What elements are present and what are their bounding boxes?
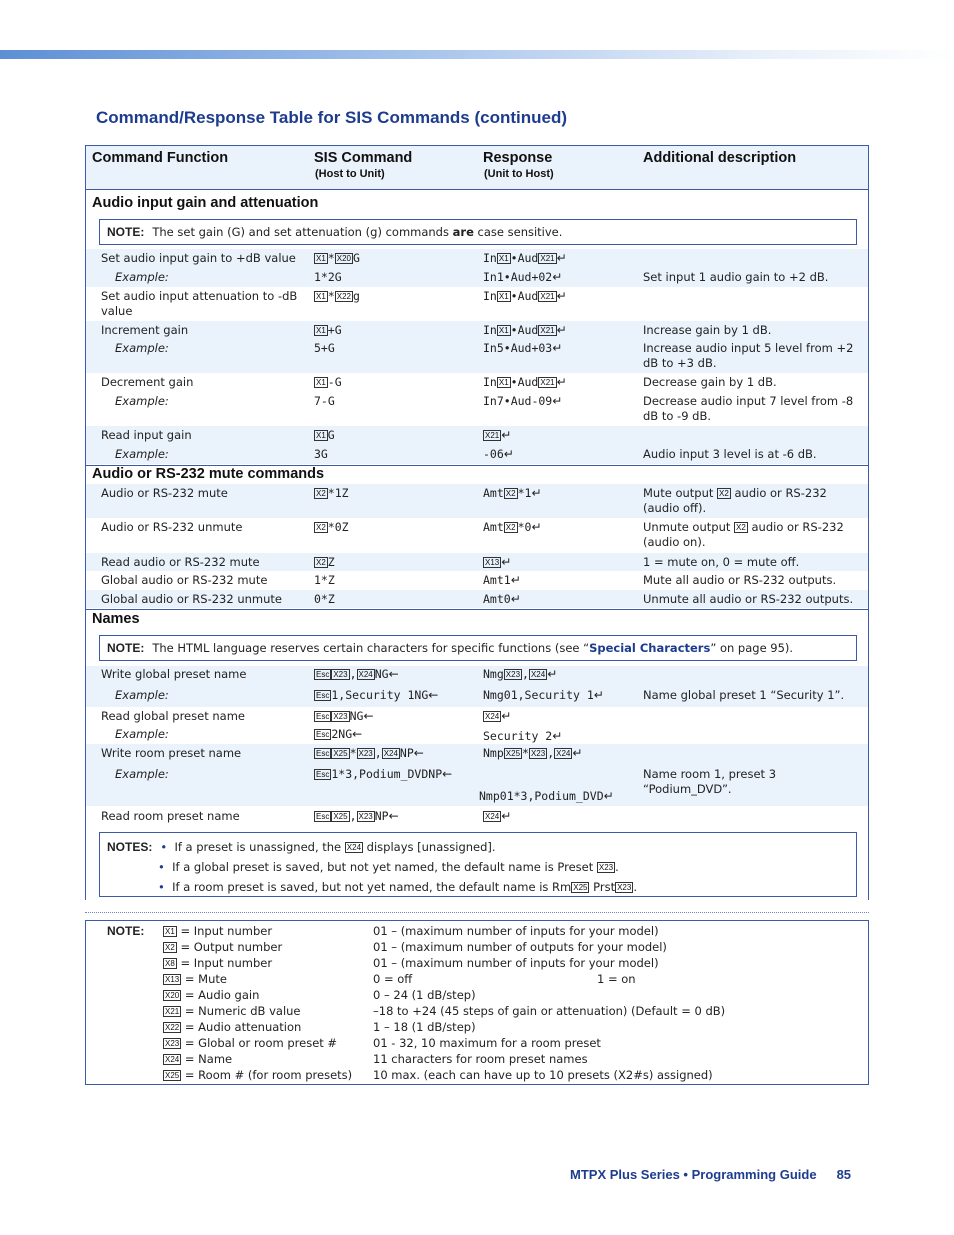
special-characters-link[interactable]: Special Characters <box>589 641 711 655</box>
header-sis-command: SIS Command <box>314 150 413 166</box>
header-command-function: Command Function <box>92 150 229 166</box>
variable-key-table <box>85 920 869 1085</box>
page-number: 85 <box>836 1167 852 1182</box>
key-row: X2 = Output number 01 – (maximum number of outputs for your model) <box>165 940 667 954</box>
footer-title: MTPX Plus Series • Programming Guide <box>570 1167 817 1182</box>
section-title-gain: Audio input gain and attenuation <box>92 195 319 211</box>
key-row: X20 = Audio gain 0 – 24 (1 dB/step) <box>165 988 476 1002</box>
key-note-label: NOTE: <box>107 924 145 938</box>
key-row: X1 = Input number 01 – (maximum number of inputs for your model) <box>165 924 659 938</box>
key-row: X25 = Room # (for room presets) 10 max. (each can have up to 10 presets (X2#s) assigned) <box>165 1068 713 1082</box>
top-gradient-bar <box>0 50 954 59</box>
section-title-mute: Audio or RS-232 mute commands <box>92 466 325 482</box>
key-row: X13 = Mute 0 = off 1 = on <box>165 972 636 986</box>
key-row: X22 = Audio attenuation 1 – 18 (1 dB/step) <box>165 1020 476 1034</box>
header-additional-description: Additional description <box>643 150 797 166</box>
note-names-bottom: NOTES: • If a preset is unassigned, the X24 displays [unassigned]. • If a global preset is saved, but not yet named, the default name is Preset X23 . • If a room preset is saved, but not yet named, the default name is Rm X25 Prst X23 . <box>99 832 857 897</box>
header-sis-command-sub: (Host to Unit) <box>315 168 385 180</box>
note-gain: NOTE: The set gain (G) and set attenuation (g) commands are case sensitive. <box>99 219 857 245</box>
header-response: Response <box>483 150 553 166</box>
table-header <box>86 146 868 190</box>
sis-command-table: Command Function SIS Command (Host to Unit) Response (Unit to Host) Additional description Audio input gain and attenuation NOTE: The set gain (G) and set attenuation (g) commands are case sensitive. Set audio input gain to +dB value X1 * X20 G In X1 •Aud X21 ↵ Example: 1*2G In1•Aud+02↵ Set input 1 audio gain to +2 dB. Set audio input attenuation to -dB value X1 * X22 g In X1 •Aud X21 ↵ Increment gain X1 +G In X1 •Aud X21 ↵ Increase gain by 1 dB. Example: 5+G In5•Aud+03↵ Increase audio input 5 level from +2 dB to +3 dB. Decrement gain X1 -G In X1 •Aud X21 ↵ Decrease gain by 1 dB. Example: 7-G In7•Aud-09↵ Decrease audio input 7 level from -8 dB to -9 dB. Read input gain X1 G X21 ↵ Example: 3G -06↵ Audio input 3 level is at -6 dB. Audio or RS-232 mute commands Audio or RS-232 mute X2 *1Z Amt X2 *1↵ Mute output X2 audio or RS-232 (audio off). Audio or RS-232 unmute X2 *0Z Amt X2 *0↵ Unmute output X2 audio or RS-232 (audio on). Read audio or RS-232 mute X2 Z X13 ↵ 1 = mute on, 0 = mute off. Global audio or RS-232 mute 1*Z Amt1↵ Mute all audio or RS-232 outputs. Global audio or RS-232 unmute 0*Z Amt0↵ Unmute all audio or RS-232 outputs. Names NOTE: The HTML language reserves certain characters for specific functions (see “Special Characters” on page 95). Write global preset name Esc X23 , X24 NG← Nmg X23 , X24 ↵ Example: Esc 1,Security 1NG← Nmg01,Security 1↵ Name global preset 1 “Security 1”. Read global preset name Esc X23 NG← X24 ↵ Example: Esc 2NG← Security 2↵ Write room preset name Esc X25 * X23 , X24 NP← Nmp X25 * X23 , X24 ↵ Example: Esc 1*3,Podium_DVDNP← Name room 1, preset 3 “Podium_DVD”. Nmp01*3,Podium_DVD↵ Read room preset name Esc X25 , X23 NP← X24 ↵ NOTES: • If a preset is unassigned, the X24 displays [unassigned]. • If a global preset is saved, but not yet named, the default name is Preset X23 . • If a room preset is saved, but not yet named, the default name is Rm X25 Prst X23 . <box>85 145 869 900</box>
section-title-names: Names <box>92 611 140 627</box>
page-footer <box>570 1167 851 1182</box>
page-title: Command/Response Table for SIS Commands (continued) <box>96 108 568 127</box>
key-row: X23 = Global or room preset # 01 - 32, 10 maximum for a room preset <box>165 1036 601 1050</box>
key-row: X8 = Input number 01 – (maximum number of inputs for your model) <box>165 956 659 970</box>
note-names: NOTE: The HTML language reserves certain characters for specific functions (see “Special Characters” on page 95). <box>99 635 857 661</box>
key-row: X24 = Name 11 characters for room preset names <box>165 1052 588 1066</box>
header-response-sub: (Unit to Host) <box>484 168 554 180</box>
section-divider <box>85 912 869 915</box>
key-row: X21 = Numeric dB value –18 to +24 (45 steps of gain or attenuation) (Default = 0 dB) <box>165 1004 726 1018</box>
